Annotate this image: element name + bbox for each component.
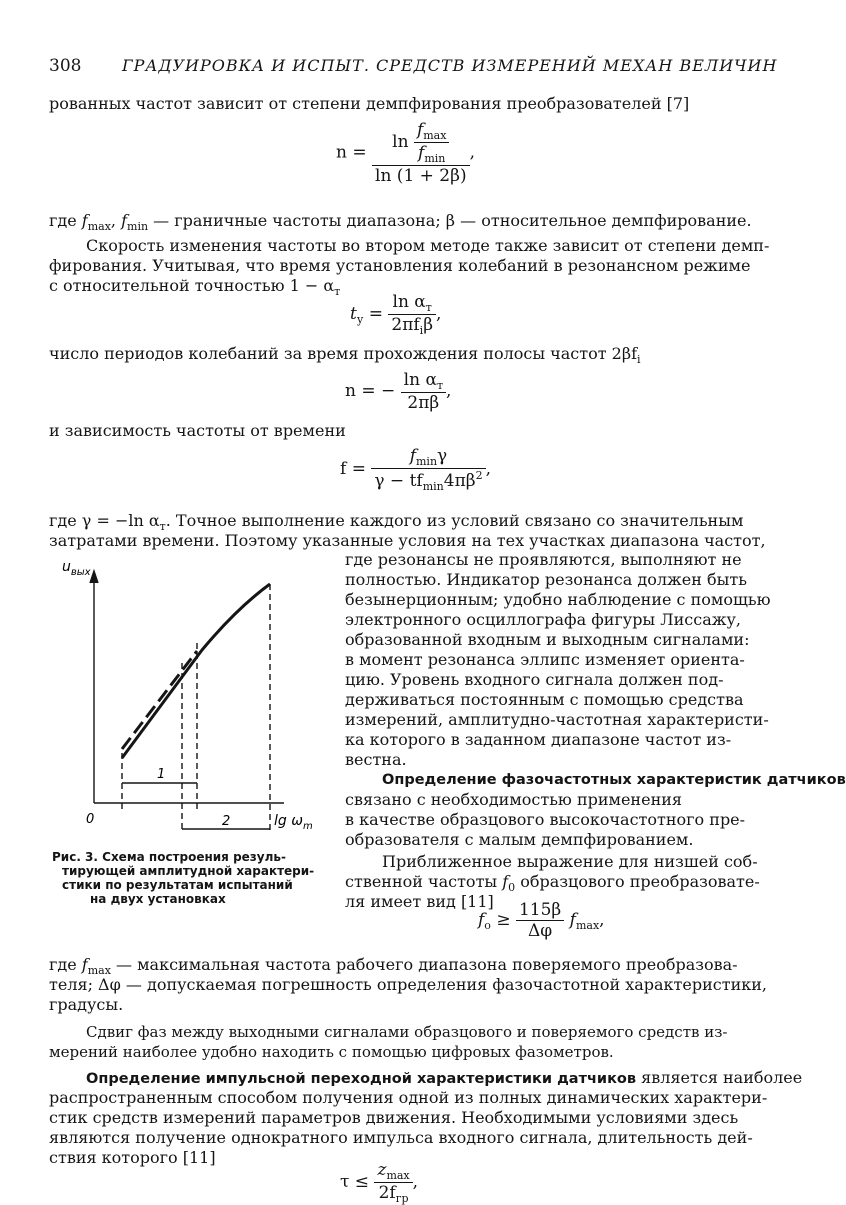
text-fragment: где [49,955,77,974]
formula-subscript: т [425,301,432,314]
formula-subscript: у [356,313,364,326]
formula-denominator: 2πβ [401,392,446,413]
formula-frequency-time: f = $\frac{f_{min}\gamma}{\gamma - tf_{min}4\pi\beta^2}$ , [340,446,491,493]
text-line: держиваться постоянным с помощью средства [345,690,744,709]
formula-subscript: min [424,152,446,165]
text-line: являются получение однократного импульса входного сигнала, длительность дей- [49,1128,753,1147]
section-heading: Определение импульсной переходной характеристики датчиков [86,1071,637,1087]
formula-subscript: max [87,220,111,233]
section-heading: Определение фазочастотных характеристик датчиков [382,772,846,788]
formula-denominator: 2πf [391,315,420,335]
text-line: где резонансы не проявляются, выполняют не [345,550,742,569]
formula-symbol: γ [437,446,448,466]
curve-segment-1 [122,651,197,749]
formula-pulse-duration: τ ≤ $\frac{z_{max}}{2f_{гр}}$ , [340,1160,419,1205]
formula-subscript: i [637,353,641,366]
amplitude-response-figure [52,553,347,848]
text-fragment: Точное выполнение каждого из условий связано со значительным [175,511,744,530]
formula-symbol: f [121,211,128,230]
formula-lhs: τ ≤ [340,1172,370,1192]
text-line: теля; Δφ — допускаемая погрешность определения фазочастотной характеристики, [49,975,767,994]
text-line: в качестве образцового высокочастотного пре- [345,810,746,829]
formula-subscript: т [159,520,166,533]
formula-symbol: f [478,910,485,930]
text-line: рованных частот зависит от степени демпфирования преобразователей [7] [49,94,690,113]
formula-symbol: f [416,120,424,140]
text-fragment: — максимальная частота рабочего диапазона поверяемого преобразова- [116,955,738,974]
formula-subscript: max [386,1169,410,1182]
formula-subscript: о [484,919,491,932]
formula-numerator: ln α [403,370,437,390]
formula-subscript: max [423,129,447,142]
text-fragment: — граничные частоты диапазона; β — относительное демпфирование. [153,211,752,230]
text-line: Скорость изменения частоты во втором методе также зависит от степени демп- [86,236,770,255]
text-line: распространенным способом получения одной из полных динамических характери- [49,1088,768,1107]
formula-subscript: min [422,480,444,493]
formula-symbol: f [502,872,509,891]
text-line: затратами времени. Поэтому указанные условия на тех участках диапазона частот, [49,531,766,550]
formula-subscript: min [416,455,438,468]
text-line: ствия которого [11] [49,1148,216,1167]
text-line: мерений наиболее удобно находить с помощью цифровых фазометров. [49,1043,614,1061]
page-number: 308 [49,56,82,76]
text-line: электронного осциллографа фигуры Лиссажу, [345,610,741,629]
text-line: градусы. [49,995,124,1014]
formula-denominator: ln (1 + 2β) [372,165,470,186]
text-line: в момент резонанса эллипс изменяет ориента- [345,650,745,669]
formula-lhs: n = − [345,381,396,401]
formula-natural-frequency: $f_о$ ≥ $\frac{115\beta}{\Delta\varphi}$ $f_{max}$, [478,900,605,941]
text-line: стик средств измерений параметров движения. Необходимыми условиями здесь [49,1108,739,1127]
text-line: ля имеет вид [11] [345,892,494,911]
formula-subscript: max [87,964,111,977]
x-axis-label: $\lg \omega_m$ [274,813,313,832]
formula-n-range: n = ln $\frac{f_{max}}{f_{min}}$ ln (1 + 2β) , [336,120,475,186]
figure-caption-line: на двух установках [90,892,226,906]
text-line: Сдвиг фаз между выходными сигналами образцового и поверяемого средств из- [86,1023,728,1041]
text-line [49,344,641,370]
formula-symbol: β [423,315,434,335]
y-axis-label: $u_{вых}$ [62,559,91,578]
y-axis-arrow [90,571,98,583]
text-line: измерений, амплитудно-частотная характеристи- [345,710,769,729]
formula-ln: ln [392,132,409,152]
formula-subscript: гр [395,1192,409,1205]
formula-symbol: z [377,1160,387,1180]
formula-subscript: т [436,379,444,392]
formula-period-count: n = − $\frac{\ln \alpha_т}{2\pi\beta}$ , [345,370,452,413]
text-line: безынерционным; удобно наблюдение с помощью [345,590,771,609]
figure-caption-line: стики по результатам испытаний [62,878,293,892]
formula-denominator: γ − tf [374,471,423,491]
text-fragment: где [49,511,77,530]
formula-denominator: 4πβ [443,471,476,491]
formula-symbol: f [569,910,576,930]
figure-caption-line: Рис. 3. Схема построения резуль- [52,850,286,864]
origin-label: 0 [86,812,95,827]
text-line: образованной входным и выходным сигналами: [345,630,750,649]
formula-numerator: 115β [518,900,562,920]
text-fragment: ственной частоты [345,872,498,891]
formula-numerator: ln α [392,292,426,312]
text-line: фирования. Учитывая, что время установления колебаний в резонансном режиме [49,256,751,275]
formula-symbol: f [81,211,88,230]
formula-lhs: f = [340,459,366,479]
text-line: вестна. [345,750,407,769]
text-line: образователя с малым демпфированием. [345,830,694,849]
interval-2-label: 2 [222,814,231,829]
formula-settling-time: $t_у$ = $\frac{\ln \alpha_т}{2\pi f_i\beta}$ , [350,292,442,337]
text-fragment: с относительной точностью [49,276,285,295]
text-line: Приближенное выражение для низшей соб- [382,852,758,871]
text-fragment: связано с необходимостью применения [345,790,682,809]
interval-1-label: 1 [157,767,166,782]
text-line: и зависимость частоты от времени [49,421,346,440]
text-line [345,790,682,810]
text-line [86,1068,802,1089]
formula-symbol: f [409,446,416,466]
formula-inline: γ = −ln α [81,511,160,530]
formula-symbol: f [81,955,88,974]
formula-subscript: max [575,919,600,932]
formula-superscript: 2 [475,469,483,482]
formula-inline: 2βf [611,344,638,363]
formula-subscript: 0 [508,881,516,894]
formula-symbol: f [418,143,425,163]
curve-segment-2 [122,584,270,758]
text-line: где $f_{max}$, $f_{min}$ — граничные частоты диапазона; β — относительное демпфирование. [49,211,752,233]
text-line: ка которого в заданном диапазоне частот из- [345,730,732,749]
formula-denominator: 2f [378,1183,396,1203]
running-title: ГРАДУИРОВКА И ИСПЫТ. СРЕДСТВ ИЗМЕРЕНИЙ МЕХАН ВЕЛИЧИН [122,56,778,75]
text-fragment: образцового преобразовате- [520,872,760,891]
text-fragment: является наиболее [641,1068,803,1087]
text-line: цию. Уровень входного сигнала должен под- [345,670,724,689]
formula-subscript: т [334,285,341,298]
formula-subscript: min [127,220,149,233]
text-line: полностью. Индикатор резонанса должен быть [345,570,747,589]
figure-caption-line: тирующей амплитудной характери- [62,864,315,878]
text-fragment: число периодов колебаний за время прохождения полосы частот [49,344,607,363]
formula-lhs: n = [336,142,367,163]
formula-inline: 1 − α [289,276,335,295]
text-line [49,276,340,302]
formula-symbol: t [350,304,357,324]
formula-denominator: Δφ [516,920,564,941]
formula-subscript: i [419,324,424,337]
text-line: где γ = −ln $\alpha_т$. Точное выполнение каждого из условий связано со значительным [49,511,744,533]
text-fragment: где [49,211,77,230]
